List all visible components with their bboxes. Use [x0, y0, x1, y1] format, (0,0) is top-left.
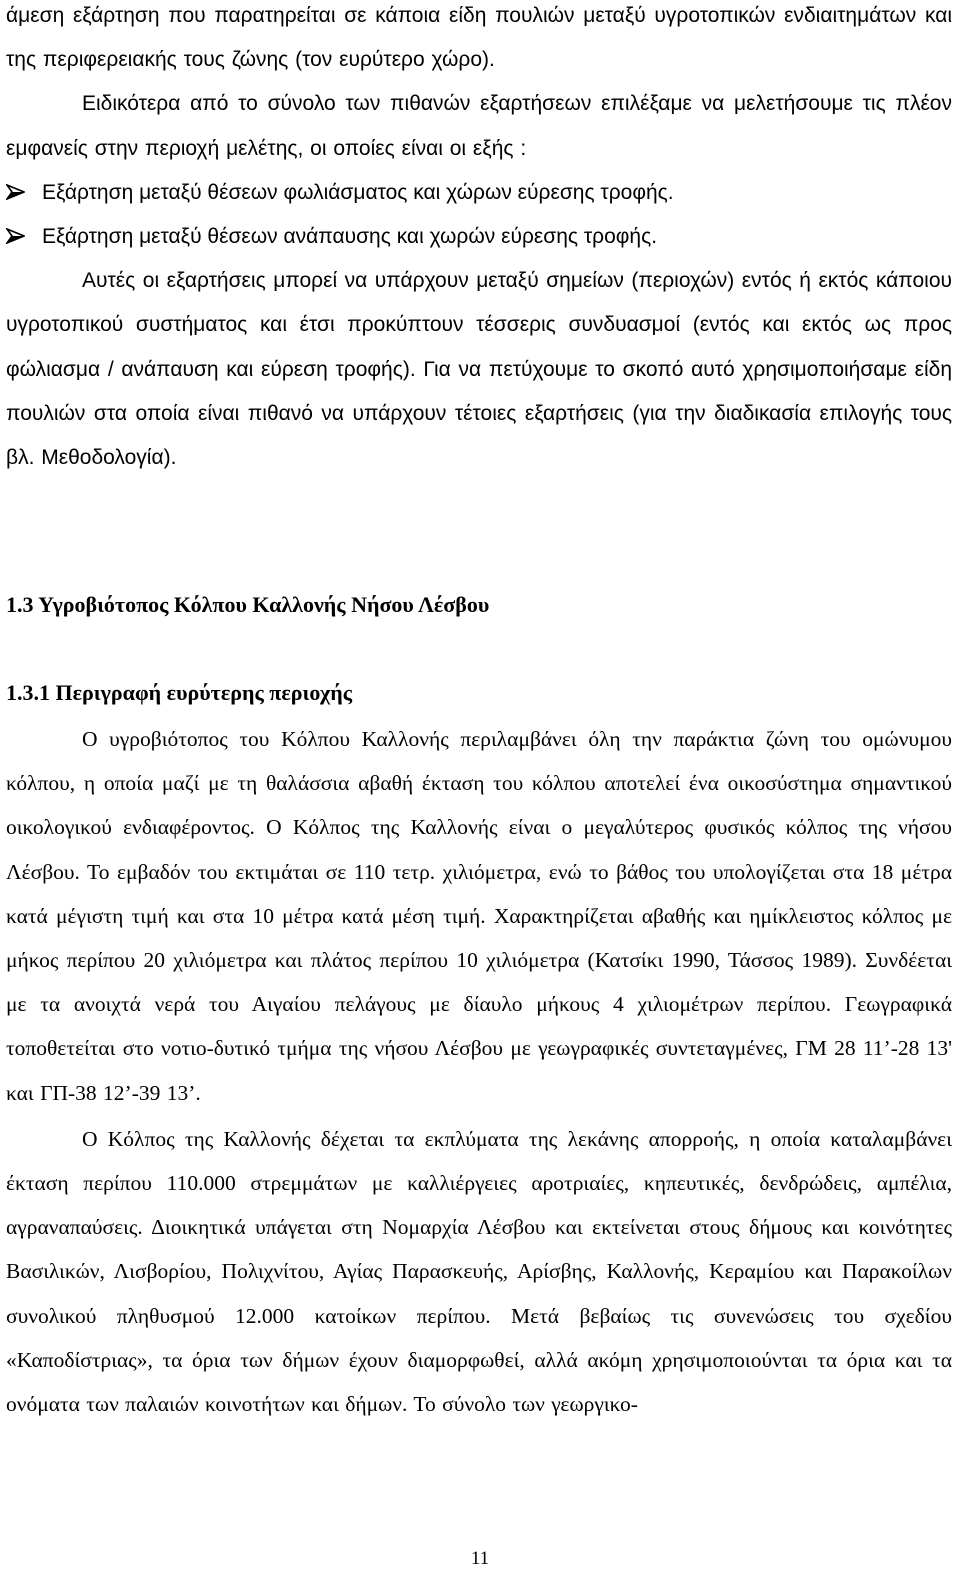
subsection-heading: 1.3.1 Περιγραφή ευρύτερης περιοχής: [6, 680, 352, 705]
page-number: 11: [470, 1548, 490, 1569]
intro-paragraph-3: Αυτές οι εξαρτήσεις μπορεί να υπάρχουν μεταξύ σημείων (περιοχών) εντός ή εκτός κάποιου υγροτοπικού συστήματος και έτσι προκύπτουν τέσσερις συνδυασμοί (εντός και εκτός ως προς φώλιασμα / ανάπαυση και εύρεση τροφής). Για να πετύχουμε το σκοπό αυτό χρησιμοποιήσαμε είδη πουλιών στα οποία είναι πιθανό να υπάρχουν τέτοιες εξαρτήσεις (για την διαδικασία επιλογής τους βλ. Μεθοδολογία).: [6, 269, 952, 470]
section-heading: 1.3 Υγροβιότοπος Κόλπου Καλλονής Νήσου Λέσβου: [6, 592, 490, 617]
intro-paragraph-1: άμεση εξάρτηση που παρατηρείται σε κάποια είδη πουλιών μεταξύ υγροτοπικών ενδιαιτημάτων και της περιφερειακής τους ζώνης (τον ευρύτερο χώρο).: [6, 4, 952, 72]
section-body: [6, 717, 952, 1426]
bullet-text-resting: Εξάρτηση μεταξύ θέσεων ανάπαυσης και χωρών εύρεσης τροφής.: [42, 225, 658, 249]
intro-paragraph-2: Ειδικότερα από το σύνολο των πιθανών εξαρτήσεων επιλέξαμε να μελετήσουμε τις πλέον εμφανείς στην περιοχή μελέτης, οι οποίες είναι οι εξής :: [6, 92, 952, 160]
section-paragraph-1: Ο υγροβιότοπος του Κόλπου Καλλονής περιλαμβάνει όλη την παράκτια ζώνη του ομώνυμου κόλπου, η οποία μαζί με τη θαλάσσια αβαθή έκταση του κόλπου αποτελεί ένα οικοσύστημα σημαντικού οικολογικού ενδιαφέροντος. Ο Κόλπος της Καλλονής είναι ο μεγαλύτερος φυσικός κόλπος της νήσου Λέσβου. Το εμβαδόν του εκτιμάται σε 110 τετρ. χιλιόμετρα, ενώ το βάθος του υπολογίζεται στα 18 μέτρα κατά μέγιστη τιμή και στα 10 μέτρα κατά μέση τιμή. Χαρακτηρίζεται αβαθής και ημίκλειστος κόλπος με μήκος περίπου 20 χιλιόμετρα και πλάτος περίπου 10 χιλιόμετρα (Κατσίκι 1990, Τάσσος 1989). Συνδέεται με τα ανοιχτά νερά του Αιγαίου πελάγους με δίαυλο μήκους 4 χιλιομέτρων περίπου. Γεωγραφικά τοποθετείται στο νοτιο-δυτικό τμήμα της νήσου Λέσβου με γεωγραφικές συντεταγμένες, ΓΜ 28 11’-28 13' και ΓΠ-38 12’-39 13’.: [6, 727, 952, 1105]
intro-block: [6, 0, 952, 480]
bullet-item-nesting: [6, 171, 952, 215]
section-paragraph-2: Ο Κόλπος της Καλλονής δέχεται τα εκπλύματα της λεκάνης απορροής, η οποία καταλαμβάνει έκταση περίπου 110.000 στρεμμάτων με καλλιέργειες αροτριαίες, κηπευτικές, δενδρώδεις, αμπέλια, αγραναπαύσεις. Διοικητικά υπάγεται στη Νομαρχία Λέσβου και εκτείνεται στους δήμους και κοινότητες Βασιλικών, Λισβορίου, Πολιχνίτου, Αγίας Παρασκευής, Αρίσβης, Καλλονής, Κεραμίου και Παρακοίλων συνολικού πληθυσμού 12.000 κατοίκων περίπου. Μετά βεβαίως τις συνενώσεις του σχεδίου «Καποδίστριας», τα όρια των δήμων έχουν διαμορφωθεί, αλλά ακόμη χρησιμοποιούνται τα όρια και τα ονόματα των παλαιών κοινοτήτων και δήμων. Το σύνολο των γεωργικο-: [6, 1126, 952, 1417]
arrowhead-bullet-icon: [6, 215, 42, 259]
arrowhead-bullet-icon: [6, 171, 42, 215]
bullet-item-resting: [6, 215, 952, 259]
bullet-text-nesting: Εξάρτηση μεταξύ θέσεων φωλιάσματος και χώρων εύρεσης τροφής.: [42, 180, 674, 204]
